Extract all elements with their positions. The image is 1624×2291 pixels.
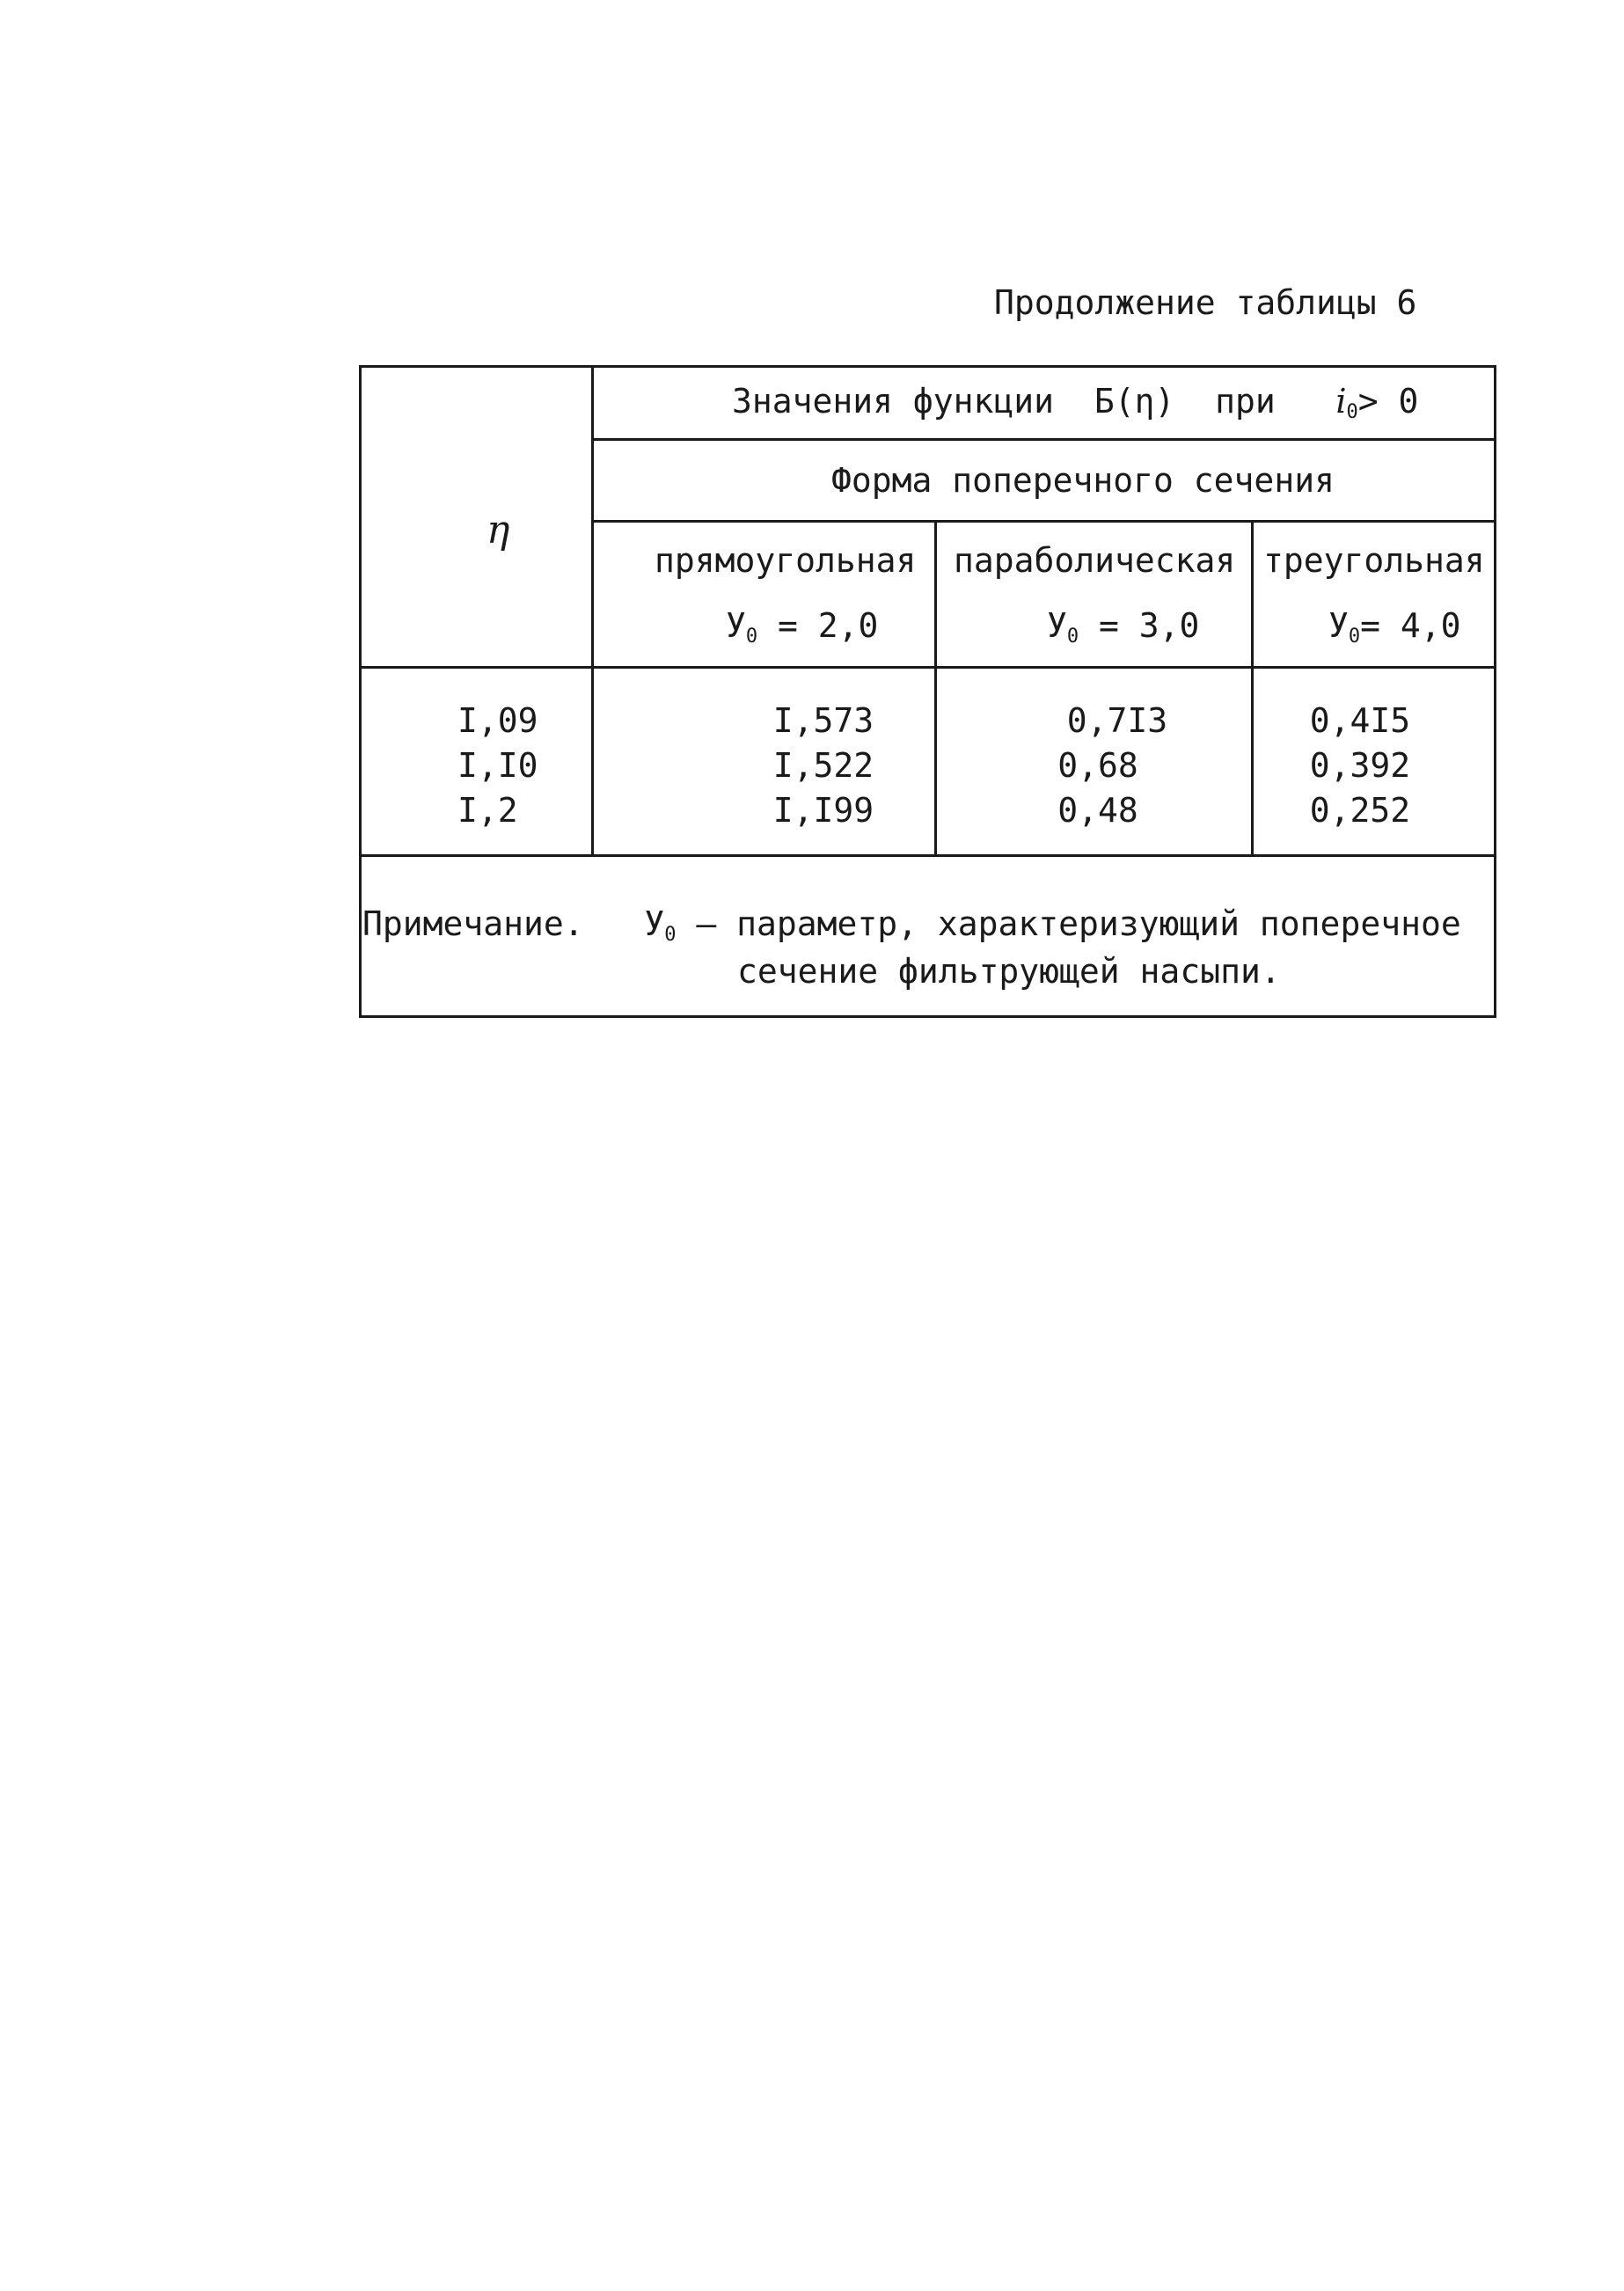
table-border-left: [359, 365, 362, 1018]
row-value-triangular: 0,4I5: [1309, 701, 1411, 740]
param-value: = 2,0: [778, 606, 879, 645]
column-param-rectangular: [726, 606, 879, 648]
column-param-triangular: [1328, 606, 1461, 648]
param-symbol: У: [1047, 606, 1067, 645]
divider-col-1-2: [934, 520, 937, 857]
form-header: Форма поперечного сечения: [831, 461, 1335, 500]
note-line-1: [362, 904, 1461, 946]
function-header-prefix: Значения функции: [732, 382, 1055, 421]
param-sub: 0: [1348, 626, 1361, 648]
note-line-2: сечение фильтрующей насыпи.: [737, 952, 1281, 991]
row-value-triangular: 0,392: [1309, 746, 1411, 785]
param-sub: 0: [745, 626, 758, 648]
param-sub: 0: [1066, 626, 1079, 648]
divider-header-body: [359, 666, 1496, 669]
function-header-var-sub: 0: [1346, 401, 1358, 423]
function-header: [732, 384, 1418, 422]
divider-col-2-3: [1251, 520, 1254, 857]
note-param-symbol: У: [644, 904, 665, 943]
function-header-func: Б(η): [1094, 382, 1175, 421]
param-symbol: У: [1328, 606, 1349, 645]
divider-eta-column: [591, 365, 594, 857]
row-value-triangular: 0,252: [1309, 791, 1411, 830]
table-border-bottom: [359, 1015, 1496, 1018]
row-eta: I,2: [457, 791, 518, 830]
row-value-rectangular: I,573: [772, 701, 874, 740]
function-header-var: i: [1335, 382, 1347, 421]
param-symbol: У: [726, 606, 746, 645]
note-label: Примечание.: [362, 904, 584, 943]
row-value-rectangular: I,I99: [772, 791, 874, 830]
note-text-1: – параметр, характеризующий поперечное: [696, 904, 1461, 943]
row-value-rectangular: I,522: [772, 746, 874, 785]
table-border-top: [359, 365, 1496, 368]
column-name-parabolic: параболическая: [954, 541, 1236, 580]
function-header-rel: > 0: [1357, 382, 1419, 421]
divider-under-form-header: [594, 520, 1496, 523]
row-value-parabolic: 0,48: [1057, 791, 1138, 830]
note-param-sub: 0: [664, 924, 677, 946]
row-eta: I,09: [457, 701, 538, 740]
row-value-parabolic: 0,7I3: [1066, 701, 1168, 740]
row-eta: I,I0: [457, 746, 538, 785]
table-border-right: [1494, 365, 1496, 1018]
column-param-parabolic: [1047, 606, 1200, 648]
param-value: = 3,0: [1099, 606, 1200, 645]
divider-body-note: [359, 854, 1496, 857]
function-header-mid: при: [1215, 382, 1276, 421]
divider-under-function-header: [594, 438, 1496, 441]
param-value: = 4,0: [1360, 606, 1461, 645]
row-value-parabolic: 0,68: [1057, 746, 1138, 785]
column-name-triangular: треугольная: [1263, 541, 1485, 580]
column-name-rectangular: прямоугольная: [655, 541, 917, 580]
table-continuation-heading: Продолжение таблицы 6: [994, 283, 1417, 322]
eta-header: η: [486, 508, 510, 553]
values-table: [359, 365, 1496, 1018]
